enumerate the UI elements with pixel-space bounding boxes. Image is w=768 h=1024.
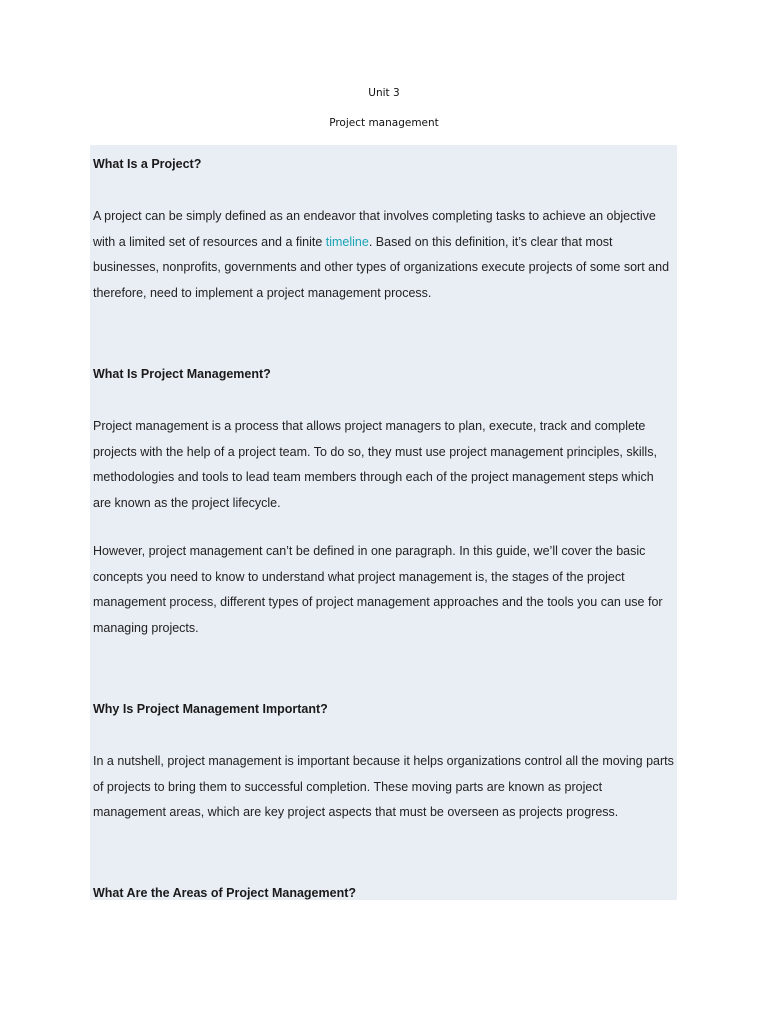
section-paragraph: However, project management can’t be defined in one paragraph. In this guide, we’ll cover the basic concepts you need to know to understand what project management is, the stages of the project management process, different types of project management approaches and the tools you can use for managing projects. — [93, 544, 663, 636]
section-paragraph: In a nutshell, project management is important because it helps organizations control all the moving parts of projects to bring them to successful completion. These moving parts are known as project management areas, which are key project aspects that must be overseen as projects progress. — [93, 754, 674, 820]
section-heading-what-is-project-management: What Is Project Management? — [93, 367, 271, 381]
timeline-link[interactable]: timeline — [325, 234, 369, 249]
document-title: Project management — [329, 117, 439, 129]
paragraph-text: . Based on this definition, it’s clear that most businesses, nonprofits, governments and other types of organizations execute projects of some sort and therefore, need to implement a project management process. — [93, 234, 670, 301]
section-heading-areas-of-project-management: What Are the Areas of Project Management? — [93, 886, 357, 900]
section-paragraph-what-is-a-project — [93, 204, 675, 307]
section-heading-why-is-project-management-important: Why Is Project Management Important? — [93, 702, 328, 716]
content-panel — [90, 145, 677, 900]
section-paragraph: Project management is a process that allows project managers to plan, execute, track and complete projects with the help of a project team. To do so, they must use project management principles, skills, methodologies and tools to lead team members through each of the project management steps which are known as the project lifecycle. — [93, 419, 657, 511]
section-heading-what-is-a-project: What Is a Project? — [93, 157, 202, 171]
unit-label: Unit 3 — [368, 87, 400, 99]
paragraph-text: A project can be simply defined as an endeavor that involves completing tasks to achieve an objective with a limited set of resources and a finite — [93, 209, 656, 249]
